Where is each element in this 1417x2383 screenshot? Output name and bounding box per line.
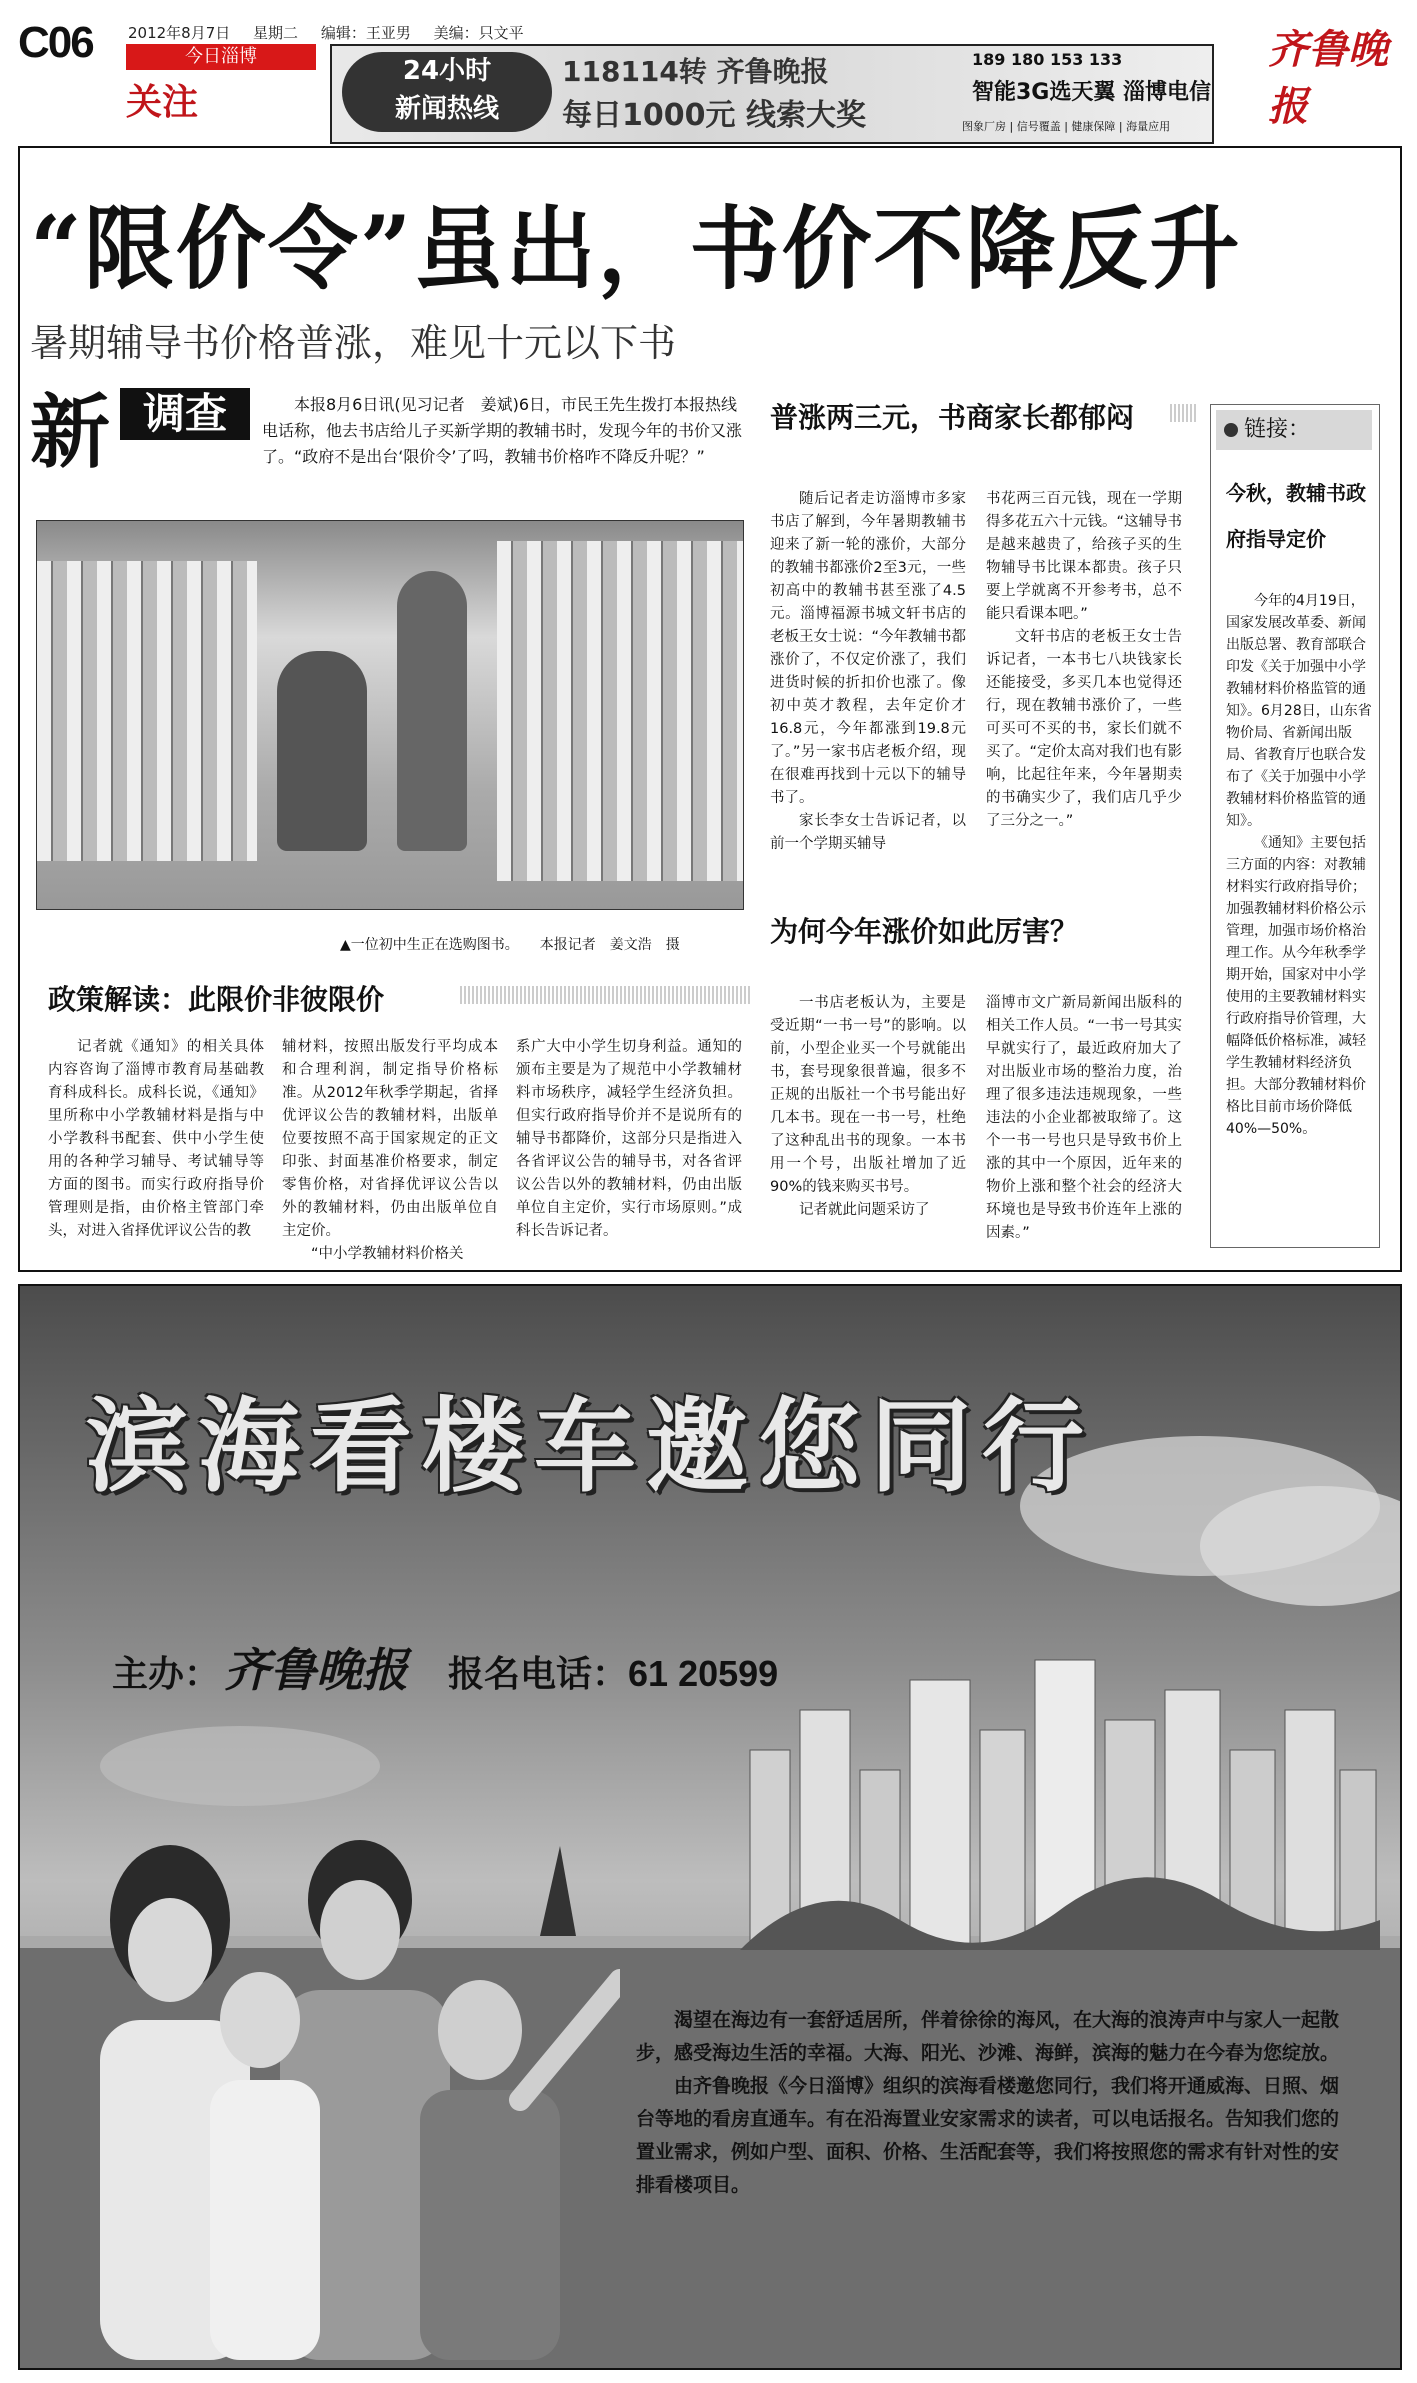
section3-title: 政策解读：此限价非彼限价 <box>48 983 385 1016</box>
section3-col1: 记者就《通知》的相关具体内容咨询了淄博市教育局基础教育科成科长。成科长说，《通知》里所称中小学教辅材料是指与中小学教科书配套、供中小学生使用的各种学习辅导、考试辅导等方面的图书。而实行政府指导价管理则是指，由价格主管部门牵头，对进入省择优评议公告的教 <box>48 1039 264 1239</box>
ad-host-label: 主办： <box>112 1654 221 1695</box>
ad-host-brand: 齐鲁晚报 <box>224 1643 409 1697</box>
link-header <box>1216 410 1372 450</box>
hotline-badge <box>342 52 552 132</box>
link-head-label: 链接： <box>1244 417 1311 442</box>
lead-paragraph: 本报8月6日讯(见习记者 姜斌)6日，市民王先生拨打本报热线电话称，他去书店给儿子买新学期的教辅书时，发现今年的书价又涨了。“政府不是出台‘限价令’了吗，教辅书价格咋不降反升呢？” <box>262 395 743 466</box>
survey-badge <box>30 368 250 478</box>
hotline-line2: 新闻热线 <box>394 94 499 124</box>
photo-caption: ▲一位初中生正在选购图书。 本报记者 姜文浩 摄 <box>340 937 680 953</box>
link-title: 今秋，教辅书政府指导定价 <box>1226 481 1366 551</box>
photo-figure-parent <box>277 651 367 851</box>
banner-phone <box>972 50 1211 106</box>
section1-col1: 随后记者走访淄博市多家书店了解到，今年暑期教辅书迎来了新一轮的涨价，大部分的教辅书都涨价2至3元，一些初高中的教辅书甚至涨了4.5元。淄博福源书城文轩书店的老板王女士说：“今年教辅书都涨价了，不仅定价涨了，我们进货时候的折扣价也涨了。像初中英才教程，去年定价才16.8元，今年都涨到19.8元了。”另一家书店老板介绍，现在很难再找到十元以下的辅导书了。 家长李女士告诉记者，以前一个学期买辅导 <box>770 491 967 852</box>
section1-bar <box>1170 404 1196 422</box>
page-number: C06 <box>18 18 93 67</box>
photo-figure-student <box>397 571 467 851</box>
section3-col2: 辅材料，按照出版发行平均成本和合理利润，制定指导价格标准。从2012年秋季学期起，省择优评议公告的教辅材料，出版单位要按照不高于国家规定的正文印张、封面基准价格要求，制定零售价格，对省择优评议公告以外的教辅材料，仍由出版单位自主定价。 “中小学教辅材料价格关 <box>282 1039 498 1262</box>
section2-col2: 淄博市文广新局新闻出版科的相关工作人员。“一书一号其实早就实行了，最近政府加大了对出版业市场的整治力度，治理了很多违法违规现象，一些违法的小企业都被取缔了。这个一书一号也只是导致书价上涨的其中一个原因，近年来的物价上涨和整个社会的经济大环境也是导致书价连年上涨的因素。” <box>986 995 1183 1241</box>
page-meta <box>128 22 542 43</box>
banner-telecom: 智能3G选天翼 淄博电信 <box>972 80 1212 105</box>
city-skyline <box>740 1620 1380 1950</box>
banner-prize: 每日1000元 线索大奖 <box>562 98 866 133</box>
section-label: 关注 <box>126 82 199 123</box>
family-photo <box>60 1830 620 2360</box>
section3-col3: 系广大中小学生切身利益。通知的颁布主要是为了规范中小学教辅材料市场秩序，减轻学生经济负担。但实行政府指导价并不是说所有的辅导书都降价，这部分只是指进入各省评议公告的辅导书，对各省评议公告以外的教辅材料，仍由出版单位自主定价，实行市场原则。”成科长告诉记者。 <box>516 1039 742 1239</box>
subheadline: 暑期辅导书价格普涨，难见十元以下书 <box>30 321 677 365</box>
newspaper-logo: 齐鲁晚报 <box>1268 26 1388 130</box>
hotline-line1: 24小时 <box>402 56 492 86</box>
ad-signup-label: 报名电话： <box>448 1654 629 1695</box>
badge-new-char: 新 <box>30 385 110 479</box>
date: 2012年8月7日 <box>128 24 231 42</box>
section-label-top: 今日淄博 <box>126 44 316 70</box>
banner-slogan: 图象厂房 | 信号覆盖 | 健康保障 | 海量应用 <box>962 120 1171 133</box>
banner-phone-number: 189 180 153 133 <box>972 50 1123 69</box>
section3-bar <box>460 986 750 1004</box>
section1-col2: 书花两三百元钱，现在一学期得多花五六十元钱。“这辅导书是越来越贵了，给孩子买的生物辅导书比课本都贵。孩子只要上学就离不开参考书，总不能只看课本吧。” 文轩书店的老板王女士告诉记者，一本书七八块钱家长还能接受，多买几本也觉得还行，现在教辅书涨价了，一些可买可不买的书，家长们就不买了。“定价太高对我们也有影响，比起往年来，今年暑期卖的书确实少了，我们店几乎少了三分之一。” <box>986 491 1183 829</box>
banner-number: 118114转 齐鲁晚报 <box>562 55 829 88</box>
link-icon <box>1224 423 1238 437</box>
section1-title: 普涨两三元，书商家长都郁闷 <box>770 401 1135 434</box>
ad-title: 滨海看楼车邀您同行 <box>86 1388 1094 1507</box>
ad-phone[interactable]: 61 20599 <box>628 1653 779 1694</box>
art-editor: 美编：只文平 <box>433 24 524 42</box>
section2-col1: 一书店老板认为，主要是受近期“一书一号”的影响。以前，小型企业买一个号就能出书，套号现象很普遍，很多不正规的出版社一个书号能出好几本书。现在一书一号，杜绝了这种乱出书的现象。一本书用一个号，出版社增加了近90%的钱来购买书号。 记者就此问题采访了 <box>770 995 966 1218</box>
weekday: 星期二 <box>253 24 299 42</box>
bookstore-photo <box>36 520 744 910</box>
ad-host-line <box>112 1634 778 1700</box>
ad-body: 渴望在海边有一套舒适居所，伴着徐徐的海风，在大海的浪涛声中与家人一起散步，感受海边生活的幸福。大海、阳光、沙滩、海鲜，滨海的魅力在今春为您绽放。 由齐鲁晚报《今日淄博》组织的滨海看楼邀您同行，我们将开通威海、日照、烟台等地的看房直通车。有在沿海置业安家需求的读者，可以电话报名。告知我们您的置业需求，例如户型、面积、价格、生活配套等，我们将按照您的需求有针对性的安排看楼项目。 <box>636 2009 1340 2196</box>
banner-ad[interactable] <box>330 44 1214 144</box>
headline: “限价令”虽出，书价不降反升 <box>30 196 1242 302</box>
section2-title: 为何今年涨价如此厉害？ <box>770 915 1079 948</box>
editor: 编辑：王亚男 <box>320 24 411 42</box>
badge-survey: 调查 <box>120 388 250 440</box>
link-body: 今年的4月19日，国家发展改革委、新闻出版总署、教育部联合印发《关于加强中小学教辅材料价格监管的通知》。6月28日，山东省物价局、省新闻出版局、省教育厅也联合发布了《关于加强中小学教辅材料价格监管的通知》。 《通知》主要包括三方面的内容：对教辅材料实行政府指导价；加强教辅材料价格公示管理，加强市场价格治理工作。从今年秋季学期开始，国家对中小学使用的主要教辅材料实行政府指导价管理，大幅降低价格标准，减轻学生教辅材料经济负担。大部分教辅材料价格比目前市场价降低40%—50%。 <box>1226 593 1372 1137</box>
